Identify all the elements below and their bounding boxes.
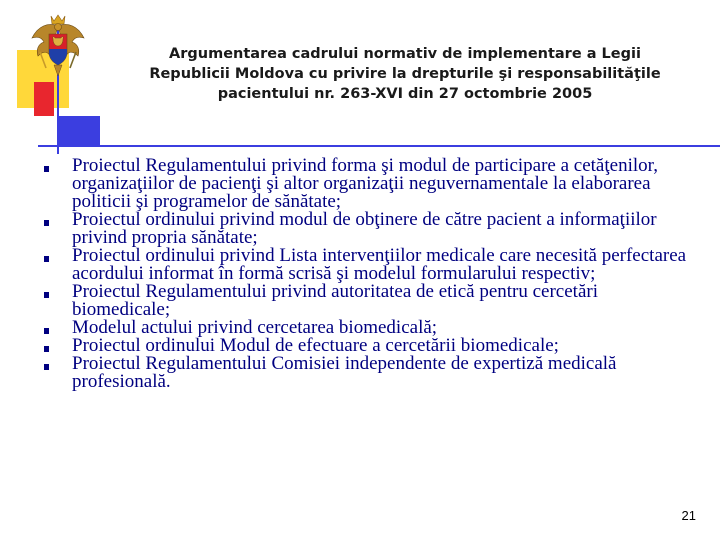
decor-blue-square [58,116,100,146]
list-item-text: Proiectul ordinului privind Lista intervenţiilor medicale care necesită perfectarea acordului informat în formă scrisă şi modelul formularului respectiv; [72,245,687,284]
list-item-text: Proiectul ordinului privind modul de obţinere de către pacient a informaţiilor privind propria sănătate; [72,209,657,248]
square-bullet-icon [44,256,49,262]
decor-horizontal-line [38,145,720,147]
title-line-1: Argumentarea cadrului normativ de implementare a Legii [169,46,641,62]
square-bullet-icon [44,364,49,370]
list-item [44,283,696,319]
list-item [44,211,696,247]
square-bullet-icon [44,346,49,352]
title-line-3: pacientului nr. 263-XVI din 27 octombrie 2005 [217,86,593,102]
list-item-text: Proiectul ordinului Modul de efectuare a cercetării biomedicale; [72,335,559,356]
square-bullet-icon [44,328,49,334]
list-item-text: Modelul actului privind cercetarea biomedicală; [72,317,438,338]
list-item [44,355,696,391]
coat-of-arms-of-moldova-icon [28,12,88,80]
list-item [44,247,696,283]
bullet-list [44,157,696,391]
title-line-2: Republicii Moldova cu privire la drepturile şi responsabilităţile [149,66,661,82]
square-bullet-icon [44,220,49,226]
square-bullet-icon [44,166,49,172]
decor-red-square [34,82,54,116]
page-number: 21 [681,508,696,523]
slide-title [110,44,700,104]
list-item-text: Proiectul Regulamentului Comisiei independente de expertiză medicală profesională. [72,353,617,392]
square-bullet-icon [44,292,49,298]
list-item [44,157,696,211]
list-item-text: Proiectul Regulamentului privind forma şi modul de participare a cetăţenilor, organizaţiilor de pacienţi şi altor organizaţii neguvernamentale la elaborarea politicii şi programelor de sănătate; [72,155,658,212]
list-item-text: Proiectul Regulamentului privind autoritatea de etică pentru cercetări biomedicale; [72,281,598,320]
